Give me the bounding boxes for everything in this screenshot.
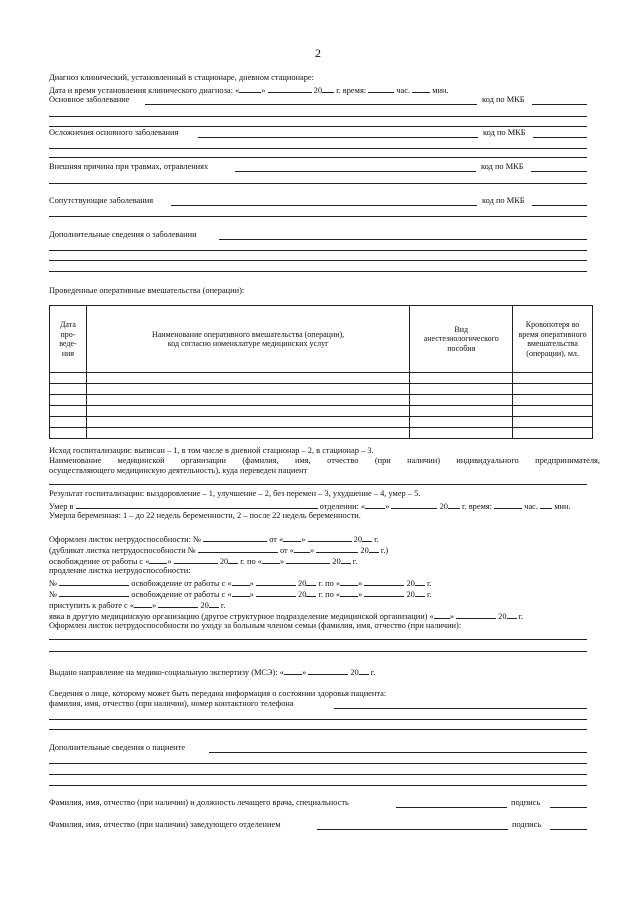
patient-extra-field-3[interactable] [49, 774, 587, 775]
other-org-year-field[interactable] [507, 610, 517, 619]
table-row[interactable] [50, 428, 593, 439]
release-to-year-field[interactable] [341, 555, 351, 564]
year-field[interactable] [322, 84, 334, 93]
transfer-org-field[interactable] [49, 484, 587, 485]
head-name-field[interactable] [317, 829, 508, 830]
year-suffix: г. время: [336, 86, 367, 95]
concomitant-line[interactable] [171, 205, 477, 206]
died-min-field[interactable] [540, 500, 552, 509]
contact-field-3[interactable] [49, 729, 587, 730]
complications-label: Осложнения основного заболевания [49, 128, 179, 137]
start-month-field[interactable] [158, 599, 198, 608]
died-in-label: Умер в [49, 502, 74, 511]
release-line: освобождение от работы с « » 20 г. по « » 20 г. [49, 557, 358, 566]
release-to-day-field[interactable] [262, 555, 280, 564]
year-prefix: 20 [313, 86, 323, 95]
extension2-number-field[interactable] [59, 588, 129, 597]
ext-month-field[interactable] [256, 577, 296, 586]
died-year-field[interactable] [448, 500, 460, 509]
sick-leave-day-field[interactable] [283, 533, 301, 542]
mse-month-field[interactable] [308, 666, 348, 675]
additional-line-4[interactable] [49, 271, 587, 272]
head-label: Фамилия, имя, отчество (при наличии) заведующего отделением [49, 820, 281, 829]
ext2-to-month-field[interactable] [364, 588, 404, 597]
pregnant-line: Умерла беременная: 1 – до 22 недель беременности, 2 – после 22 недель беременности. [49, 511, 361, 520]
duplicate-number-field[interactable] [198, 544, 278, 553]
complications-mkb-field[interactable] [533, 137, 587, 138]
ext2-month-field[interactable] [256, 588, 296, 597]
table-row[interactable] [50, 406, 593, 417]
main-disease-line[interactable] [145, 104, 477, 105]
complications-mkb-label: код по МКБ [483, 128, 526, 137]
ext-to-day-field[interactable] [340, 577, 358, 586]
outcome-line: Исход госпитализации: выписан – 1, в том числе в дневной стационар – 2, в стационар – 3. [49, 446, 374, 455]
external-cause-label: Внешняя причина при травмах, отравлениях [49, 162, 209, 171]
min-label: мин. [432, 86, 449, 95]
hour-field[interactable] [368, 84, 394, 93]
sick-leave-month-field[interactable] [308, 533, 352, 542]
result-line: Результат госпитализации: выздоровление – 1, улучшение – 2, без перемен – 3, ухудшение – 4, умер – 5. [49, 489, 421, 498]
contact-label: фамилия, имя, отчество (при наличии), номер контактного телефона [49, 699, 294, 708]
head-sign-field[interactable] [550, 829, 587, 830]
hour-label: час. [396, 86, 411, 95]
duplicate-line: (дубликат листка нетрудоспособности № от « » 20 г.) [49, 546, 389, 555]
patient-extra-field[interactable] [209, 752, 587, 753]
extension-label: продление листка нетрудоспособности: [49, 566, 191, 575]
duplicate-month-field[interactable] [316, 544, 358, 553]
sick-leave-number-field[interactable] [203, 533, 267, 542]
care-leave-line: Оформлен листок нетрудоспособности по уходу за больным членом семьи (фамилия, имя, отчество (при наличии): [49, 621, 462, 630]
mse-year-field[interactable] [359, 666, 369, 675]
mse-line: Выдано направление на медико-социальную экспертизу (МСЭ): « » 20 г. [49, 668, 376, 677]
complications-line-3[interactable] [49, 157, 587, 158]
ext-to-year-field[interactable] [415, 577, 425, 586]
ext-day-field[interactable] [232, 577, 250, 586]
diagnosis-date-prefix: Дата и время установления клинического диагноза: « [49, 86, 240, 95]
sick-leave-line: Оформлен листок нетрудоспособности: № от « » 20 г. [49, 535, 379, 544]
died-day-field[interactable] [365, 500, 385, 509]
external-cause-line[interactable] [235, 171, 476, 172]
ext2-to-day-field[interactable] [340, 588, 358, 597]
col-date-header: Дата про- веде- ния [50, 306, 87, 373]
department-label: отделении: « [319, 502, 366, 511]
main-disease-label: Основное заболевание [49, 95, 130, 104]
mse-day-field[interactable] [284, 666, 302, 675]
died-line: Умер в отделении: « » 20 г. время: час. мин. [49, 502, 571, 511]
col-name-header: Наименование оперативного вмешательства (операции), код согласно номенклатуре медицинских услуг [86, 306, 409, 373]
additional-line-2[interactable] [49, 250, 587, 251]
operations-title: Проведенные оперативные вмешательства (операции): [49, 286, 245, 295]
additional-disease-line[interactable] [219, 239, 587, 240]
contact-header: Сведения о лице, которому может быть передана информация о состоянии здоровья пациента: [49, 689, 387, 698]
release-to-month-field[interactable] [286, 555, 330, 564]
head-sign-label: подпись [512, 820, 542, 829]
day-field[interactable] [239, 84, 261, 93]
main-line-3[interactable] [49, 126, 587, 127]
care-leave-field-2[interactable] [49, 651, 587, 652]
extension-number-field[interactable] [59, 577, 129, 586]
external-mkb-field[interactable] [531, 171, 587, 172]
min-field[interactable] [412, 84, 430, 93]
doctor-label: Фамилия, имя, отчество (при наличии) и должность лечащего врача, специальность [49, 798, 349, 807]
col-blood-header: Кровопотеря во время оперативного вмешательства (операции), мл. [513, 306, 593, 373]
duplicate-year-field[interactable] [369, 544, 379, 553]
died-hour-field[interactable] [494, 500, 522, 509]
start-year-field[interactable] [209, 599, 219, 608]
main-mkb-field[interactable] [532, 104, 587, 105]
transfer-org-line: Наименование медицинской организации (фамилия, имя, отчество (при наличии) индивидуального предпринимателя, [49, 456, 600, 465]
table-row[interactable] [50, 384, 593, 395]
ext2-year-field[interactable] [306, 588, 316, 597]
month-field[interactable] [268, 84, 312, 93]
extension-line-1: № освобождение от работы с « » 20 г. по « » 20 г. [49, 579, 432, 588]
table-row[interactable] [50, 395, 593, 406]
other-org-line: явка в другую медицинскую организацию (другое структурное подразделение медицинской организации) « » 20 г. [49, 612, 524, 621]
transfer-org-line-2: осуществляющего медицинскую деятельность), куда переведен пациент [49, 466, 308, 475]
col-anesth-header: Вид анестезиологического пособия [410, 306, 513, 373]
contact-field[interactable] [334, 708, 587, 709]
external-line-2[interactable] [49, 183, 587, 184]
concomitant-mkb-label: код по МКБ [482, 196, 525, 205]
doctor-sign-label: подпись [511, 798, 541, 807]
sick-leave-year-field[interactable] [362, 533, 372, 542]
patient-extra-label: Дополнительные сведения о пациенте [49, 743, 186, 752]
diagnosis-header: Диагноз клинический, установленный в стационаре, дневном стационаре: [49, 73, 314, 82]
extension-line-2: № освобождение от работы с « » 20 г. по « » 20 г. [49, 590, 432, 599]
table-row[interactable] [50, 373, 593, 384]
ext-year-field[interactable] [306, 577, 316, 586]
contact-field-2[interactable] [49, 719, 587, 720]
main-line-2[interactable] [49, 116, 587, 117]
ext2-day-field[interactable] [232, 588, 250, 597]
other-org-day-field[interactable] [434, 610, 450, 619]
operations-table [49, 305, 593, 439]
doctor-name-field[interactable] [396, 807, 507, 808]
patient-extra-field-4[interactable] [49, 785, 587, 786]
complications-line-2[interactable] [49, 148, 587, 149]
died-month-field[interactable] [391, 500, 437, 509]
duplicate-day-field[interactable] [294, 544, 310, 553]
quote-close: » [261, 86, 266, 95]
ext-to-month-field[interactable] [364, 577, 404, 586]
concomitant-mkb-field[interactable] [532, 205, 587, 206]
release-year-field[interactable] [228, 555, 238, 564]
ext2-to-year-field[interactable] [415, 588, 425, 597]
other-org-month-field[interactable] [456, 610, 496, 619]
release-day-field[interactable] [149, 555, 167, 564]
table-row[interactable] [50, 417, 593, 428]
main-mkb-label: код по МКБ [482, 95, 525, 104]
care-leave-field[interactable] [49, 639, 587, 640]
page-number: 2 [315, 46, 321, 60]
start-work-line: приступить к работе с « » 20 г. [49, 601, 226, 610]
concomitant-label: Сопутствующие заболевания [49, 196, 154, 205]
complications-line[interactable] [198, 137, 478, 138]
release-month-field[interactable] [174, 555, 218, 564]
patient-extra-field-2[interactable] [49, 763, 587, 764]
died-in-field[interactable] [76, 500, 318, 509]
additional-disease-label: Дополнительные сведения о заболевании [49, 230, 197, 239]
doctor-sign-field[interactable] [550, 807, 587, 808]
external-mkb-label: код по МКБ [481, 162, 524, 171]
start-day-field[interactable] [134, 599, 152, 608]
concomitant-line-2[interactable] [49, 216, 587, 217]
additional-line-3[interactable] [49, 260, 587, 261]
